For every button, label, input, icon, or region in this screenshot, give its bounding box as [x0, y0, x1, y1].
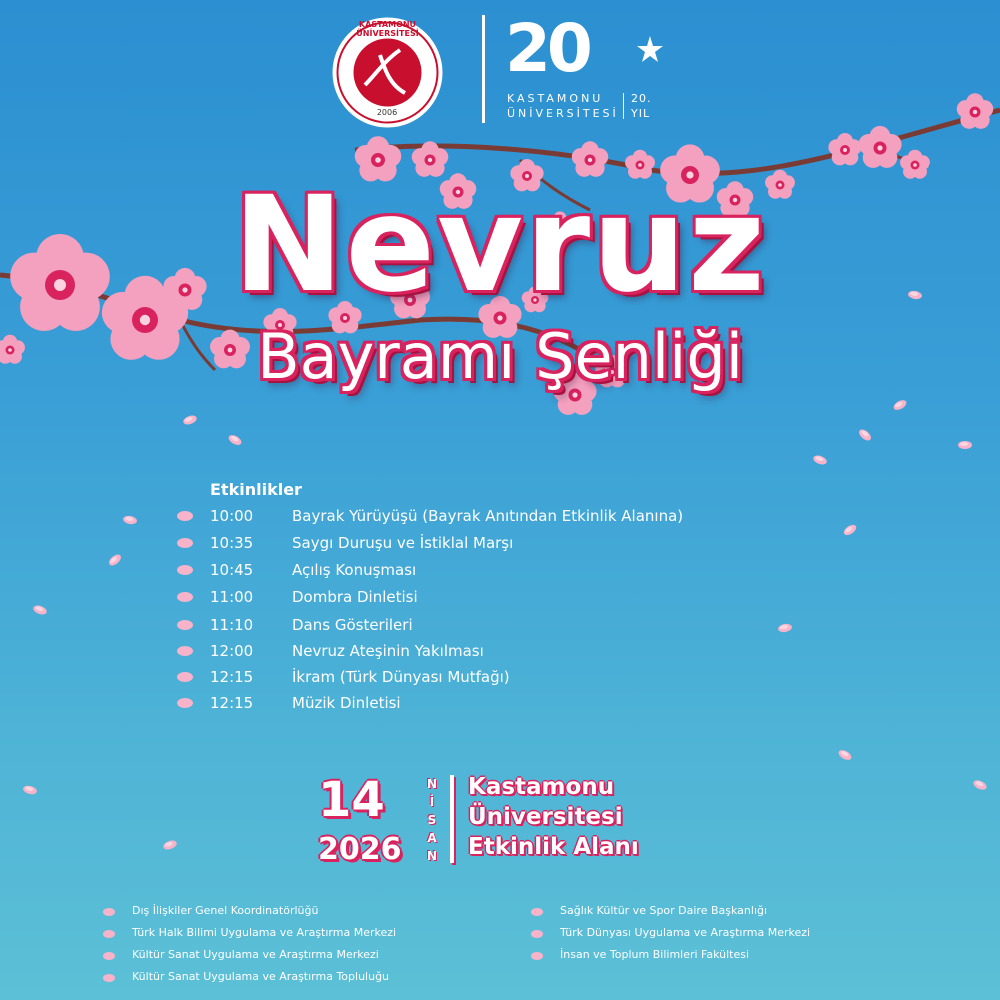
- schedule-heading: Etkinlikler: [210, 480, 302, 499]
- event-row: [176, 586, 876, 612]
- event-time: 10:35: [210, 534, 254, 552]
- petal-icon: [176, 619, 194, 631]
- petal-icon: [530, 907, 544, 917]
- event-time: 12:00: [210, 642, 254, 660]
- event-row: [176, 666, 876, 692]
- anniversary-uni-line2: ÜNİVERSİTESİ: [507, 107, 619, 120]
- event-name: Bayrak Yürüyüşü (Bayrak Anıtından Etkinlik Alanına): [292, 507, 684, 525]
- venue-line: Kastamonu: [468, 774, 615, 800]
- petal-icon: [176, 645, 194, 657]
- event-name: Açılış Konuşması: [292, 561, 417, 579]
- organizer-name: Türk Dünyası Uygulama ve Araştırma Merkezi: [560, 926, 811, 939]
- anniversary-year-label: YIL: [631, 107, 651, 120]
- seal-year: 2006: [376, 108, 398, 117]
- event-row: [176, 640, 876, 666]
- petal-icon: [176, 537, 194, 549]
- event-time: 11:10: [210, 616, 254, 634]
- event-time: 10:00: [210, 507, 254, 525]
- event-row: [176, 614, 876, 640]
- petal-icon: [102, 973, 116, 983]
- organizer-name: Kültür Sanat Uygulama ve Araştırma Merkezi: [132, 948, 379, 961]
- date-month: [424, 775, 440, 865]
- event-row: [176, 532, 876, 558]
- event-name: Dombra Dinletisi: [292, 588, 418, 606]
- event-name: Müzik Dinletisi: [292, 694, 401, 712]
- anniversary-number: 20: [505, 10, 589, 87]
- event-time: 11:00: [210, 588, 254, 606]
- organizer-name: Sağlık Kültür ve Spor Daire Başkanlığı: [560, 904, 768, 917]
- crescent-star-icon: [626, 32, 666, 72]
- petal-icon: [530, 929, 544, 939]
- petal-icon: [176, 671, 194, 683]
- anniversary-uni-line1: KASTAMONU: [507, 92, 604, 105]
- date-divider: [450, 775, 454, 863]
- petal-icon: [530, 951, 544, 961]
- petal-icon: [176, 564, 194, 576]
- event-row: [176, 692, 876, 718]
- venue-line: Üniversitesi: [468, 804, 623, 830]
- petal-icon: [102, 907, 116, 917]
- anniversary-year-number: 20.: [631, 92, 652, 105]
- event-row: [176, 505, 876, 531]
- petal-icon: [176, 697, 194, 709]
- date-year: 2026: [318, 832, 402, 867]
- petal-icon: [176, 591, 194, 603]
- petal-icon: [176, 510, 194, 522]
- date-day: 14: [318, 772, 385, 828]
- event-name: Dans Gösterileri: [292, 616, 413, 634]
- event-name: Saygı Duruşu ve İstiklal Marşı: [292, 534, 514, 552]
- organizer-name: İnsan ve Toplum Bilimleri Fakültesi: [560, 948, 750, 961]
- event-row: [176, 559, 876, 585]
- organizer-name: Dış İlişkiler Genel Koordinatörlüğü: [132, 904, 319, 917]
- event-name: Nevruz Ateşinin Yakılması: [292, 642, 484, 660]
- event-time: 12:15: [210, 694, 254, 712]
- petal-icon: [102, 929, 116, 939]
- title-sub: Bayramı Şenliği: [257, 320, 743, 393]
- organizer-name: Kültür Sanat Uygulama ve Araştırma Topluluğu: [132, 970, 390, 983]
- petal-icon: [102, 951, 116, 961]
- event-name: İkram (Türk Dünyası Mutfağı): [292, 668, 510, 686]
- event-time: 12:15: [210, 668, 254, 686]
- seal-text: KASTAMONU ÜNİVERSİTESİ: [356, 20, 419, 38]
- venue-line: Etkinlik Alanı: [468, 834, 639, 860]
- header-divider: [482, 15, 485, 123]
- organizer-name: Türk Halk Bilimi Uygulama ve Araştırma Merkezi: [132, 926, 397, 939]
- anniversary-separator: [623, 93, 624, 119]
- title-main: Nevruz: [233, 168, 767, 322]
- date-month-text: NİSAN: [426, 777, 438, 863]
- event-time: 10:45: [210, 561, 254, 579]
